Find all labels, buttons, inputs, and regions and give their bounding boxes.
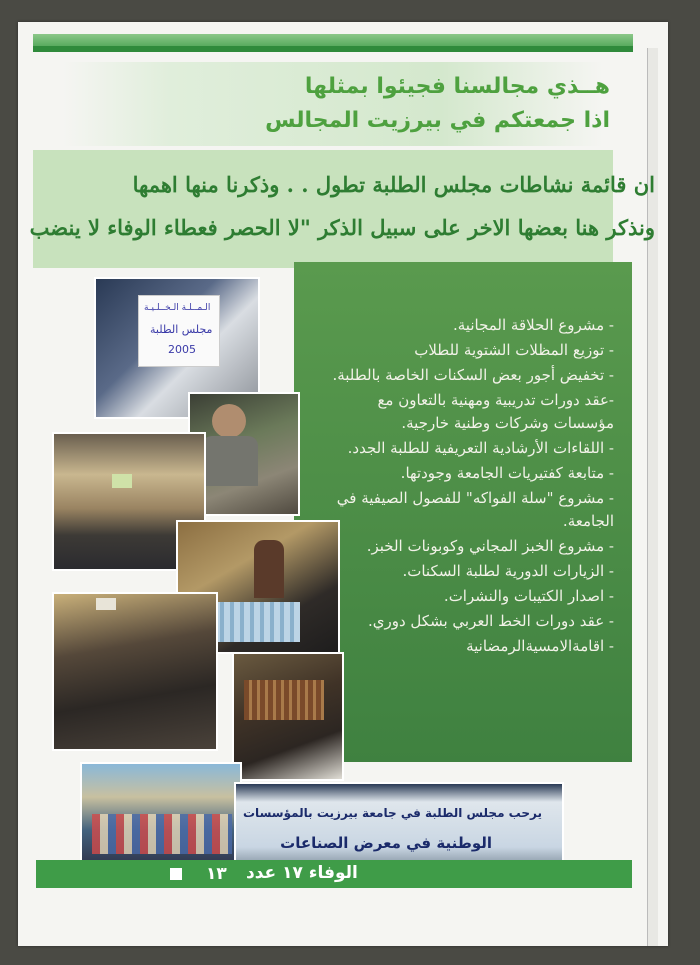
activity-item: - مشروع الحلاقة المجانية. — [452, 316, 614, 334]
activity-item: - اصدار الكتيبات والنشرات. — [443, 587, 614, 605]
activity-item: - توزيع المظلات الشتوية للطلاب — [414, 341, 614, 359]
footer-square — [170, 868, 182, 880]
activity-item: - الزيارات الدورية لطلبة السكنات. — [402, 562, 614, 580]
photo-children-group — [80, 762, 242, 876]
activity-item: - مشروع الخبز المجاني وكوبونات الخبز. — [366, 537, 614, 555]
issue-label: الوفاء ١٧ عدد — [246, 863, 358, 883]
activities-list — [324, 314, 614, 660]
activity-item: - اقامةالامسيةالرمضانية — [466, 637, 614, 655]
intro-line-2: ونذكر هنا بعضها الاخر على سبيل الذكر "لا الحصر فعطاء الوفاء لا ينضب — [29, 215, 655, 240]
activity-item: -عقد دورات تدريبية ومهنية بالتعاون مع مؤسسات وشركات وطنية خارجية. — [377, 391, 614, 432]
activity-item: - عقد دورات الخط العربي بشكل دوري. — [367, 612, 614, 630]
top-green-bar — [33, 34, 633, 52]
banner-text-1: يرحب مجلس الطلبة في جامعة بيرزيت بالمؤسسات — [243, 806, 542, 820]
sign-text-2: مجلس الطلبة — [150, 323, 213, 336]
poem-heading-line-1: هــذي مجالسنا فجيئوا بمثلها — [304, 74, 610, 99]
activity-item: - تخفيض أجور بعض السكنات الخاصة بالطلبة. — [332, 366, 614, 384]
footer-bar — [36, 860, 632, 888]
poem-heading-line-2: اذا جمعتكم في بيرزيت المجالس — [265, 108, 610, 133]
sign-text-3: 2005 — [168, 343, 196, 356]
activity-item: - اللقاءات الأرشادية التعريفية للطلبة الجدد. — [347, 439, 614, 457]
sign-text-1: الـمــلـة الـخــلـيـة — [144, 303, 211, 313]
banner-text-2: الوطنية في معرض الصناعات — [280, 834, 492, 852]
photo-library — [232, 652, 344, 781]
intro-line-1: ان قائمة نشاطات مجلس الطلبة تطول . . وذكرنا منها اهمها — [132, 172, 655, 197]
activities-panel — [294, 262, 632, 762]
intro-box — [33, 150, 613, 268]
photo-audience — [52, 592, 218, 751]
activity-item: - مشروع "سلة الفواكه" للفصول الصيفية في الجامعة. — [336, 489, 614, 530]
activity-item: - متابعة كفتيريات الجامعة وجودتها. — [400, 464, 614, 482]
page-number: ١٣ — [206, 864, 227, 884]
